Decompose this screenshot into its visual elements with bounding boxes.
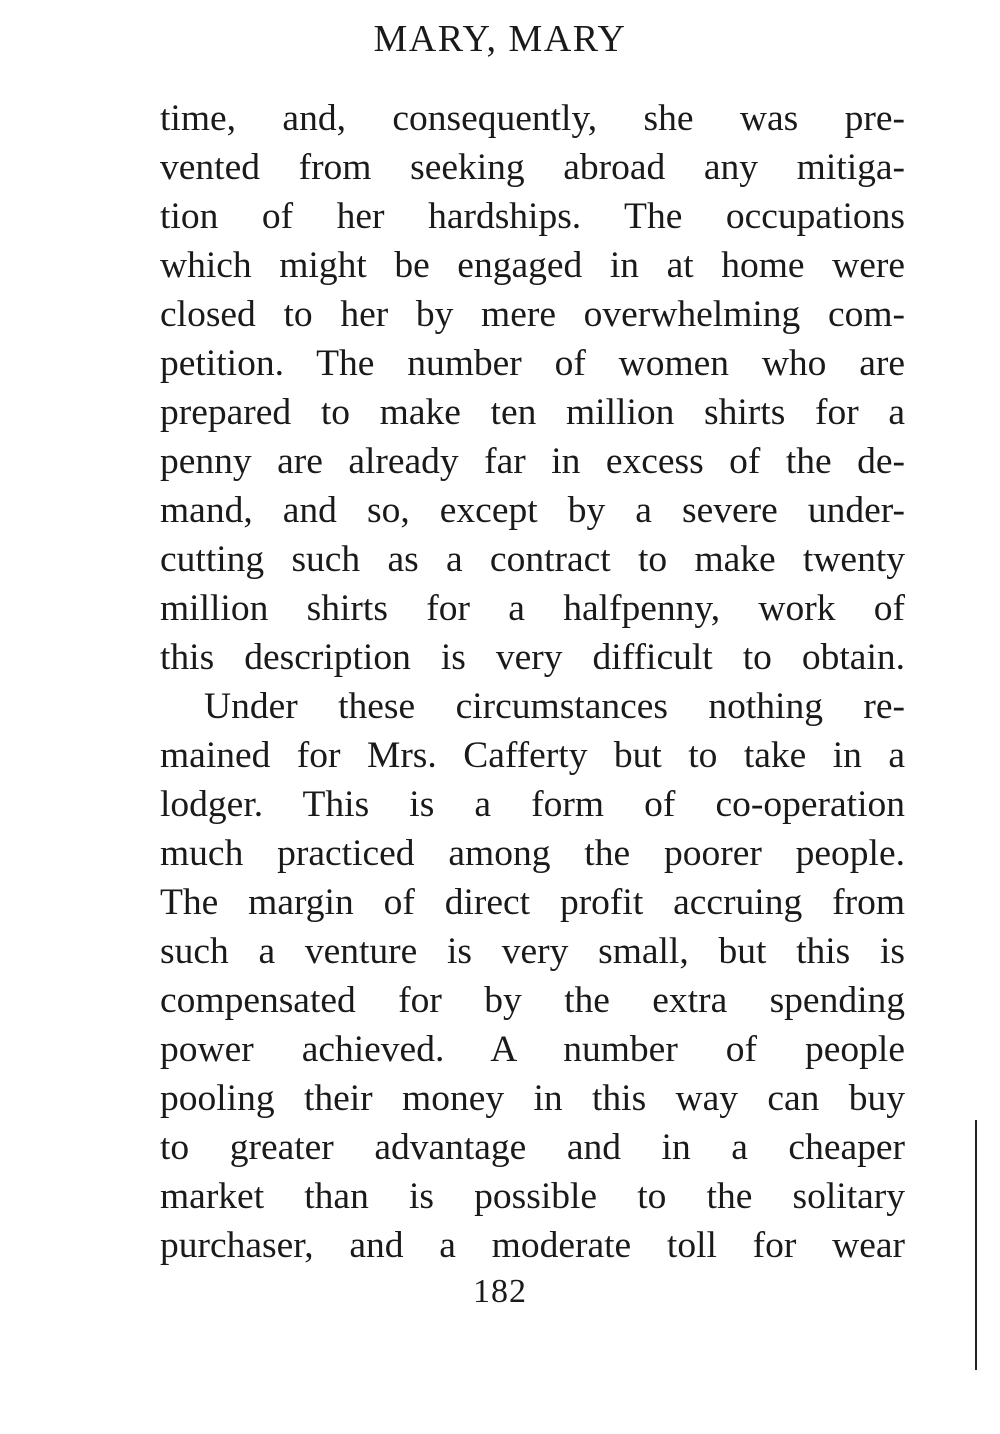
text-line: mand, and so, except by a severe under- xyxy=(160,490,905,531)
text-line: market than is possible to the solitary xyxy=(160,1176,905,1217)
page-number: 182 xyxy=(473,1273,527,1310)
text-line: purchaser, and a moderate toll for wear xyxy=(160,1225,905,1266)
text-line: penny are already far in excess of the de- xyxy=(160,441,905,482)
text-line: pooling their money in this way can buy xyxy=(160,1078,905,1119)
text-line: power achieved. A number of people xyxy=(160,1029,905,1070)
text-line: much practiced among the poorer people. xyxy=(160,833,905,874)
text-line: this description is very difficult to obtain. xyxy=(160,637,905,678)
text-line: tion of her hardships. The occupations xyxy=(160,196,905,237)
text-line: lodger. This is a form of co-operation xyxy=(160,784,905,825)
text-line: which might be engaged in at home were xyxy=(160,245,905,286)
text-line: time, and, consequently, she was pre- xyxy=(160,98,905,139)
text-line: prepared to make ten million shirts for a xyxy=(160,392,905,433)
text-line: petition. The number of women who are xyxy=(160,343,905,384)
text-line-paragraph-start: Under these circumstances nothing re- xyxy=(204,686,905,727)
page-edge-mark xyxy=(975,1120,977,1370)
running-head: MARY, MARY xyxy=(373,18,627,60)
text-line: such a venture is very small, but this is xyxy=(160,931,905,972)
text-line: compensated for by the extra spending xyxy=(160,980,905,1021)
text-line: cutting such as a contract to make twenty xyxy=(160,539,905,580)
body-text xyxy=(160,94,905,1270)
text-line: million shirts for a halfpenny, work of xyxy=(160,588,905,629)
text-line: closed to her by mere overwhelming com- xyxy=(160,294,905,335)
text-line: mained for Mrs. Cafferty but to take in a xyxy=(160,735,905,776)
text-line: vented from seeking abroad any mitiga- xyxy=(160,147,905,188)
text-line: to greater advantage and in a cheaper xyxy=(160,1127,905,1168)
text-line: The margin of direct profit accruing from xyxy=(160,882,905,923)
